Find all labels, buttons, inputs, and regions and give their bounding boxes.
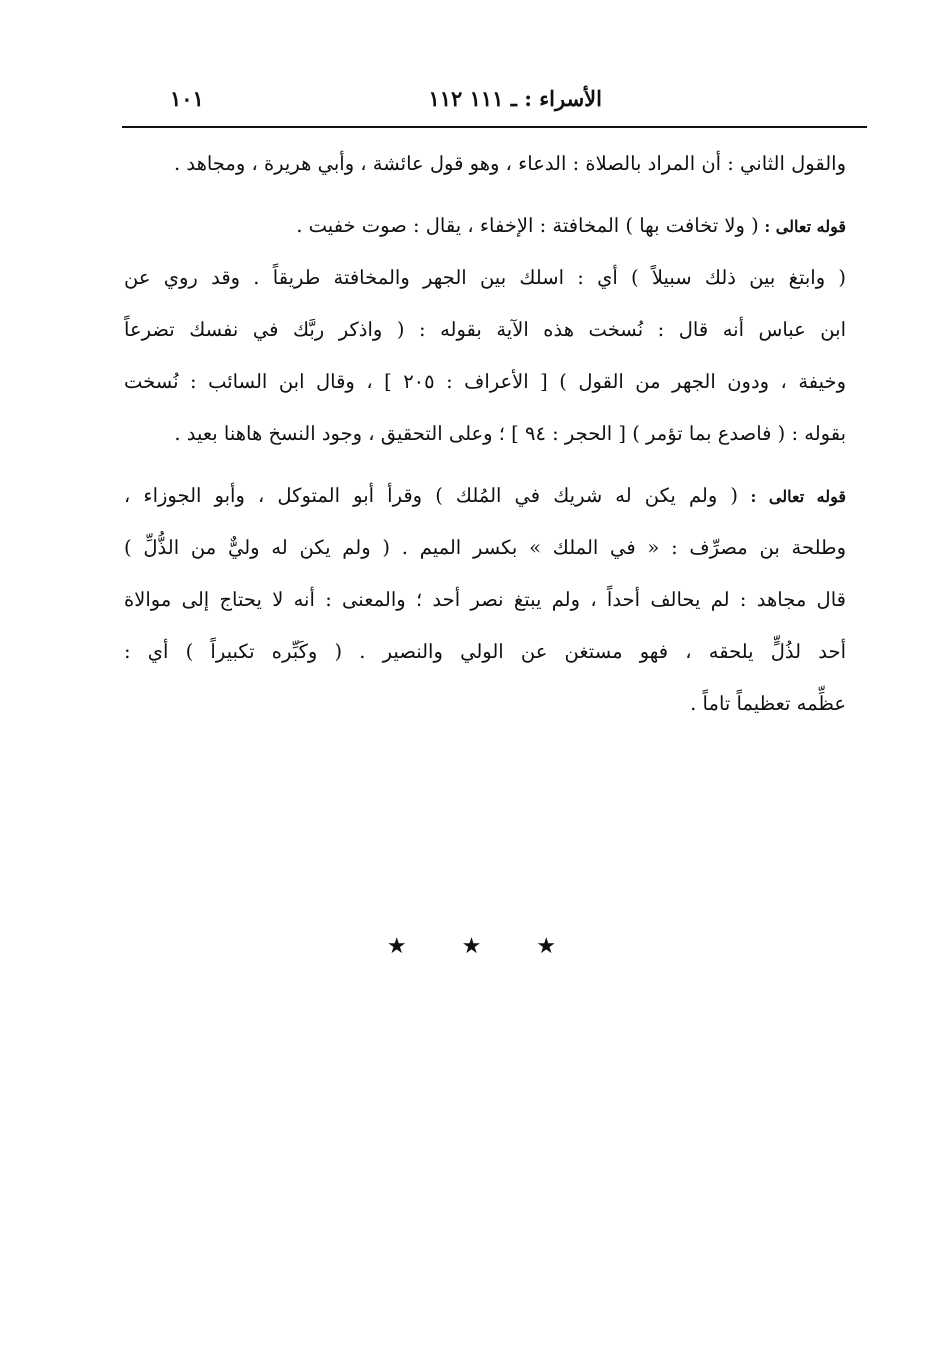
star-icon: ★ bbox=[461, 934, 482, 959]
text-line: بقوله : ( فاصدع بما تؤمر ) [ الحجر : ٩٤ ] ؛ وعلى التحقيق ، وجود النسخ هاهنا بعيد . bbox=[174, 422, 846, 445]
text-line: ( وابتغ بين ذلك سبيلاً ) أي : اسلك بين الجهر والمخافتة طريقاً . وقد روي عن bbox=[124, 266, 846, 289]
commentary-text bbox=[124, 138, 846, 730]
star-icon: ★ bbox=[536, 934, 557, 959]
section-end-stars bbox=[0, 934, 943, 959]
text-line: أحد لذُلٍّ يلحقه ، فهو مستغن عن الولي والنصير . ( وكَبِّره تكبيراً ) أي : bbox=[124, 640, 846, 663]
text-line: قوله تعالى : ( ولا تخافت بها ) المخافتة : الإخفاء ، يقال : صوت خفيت . bbox=[296, 214, 846, 237]
verse-lead: قوله تعالى : bbox=[738, 487, 846, 506]
running-title: الأسراء : ـ ١١١ ١١٢ bbox=[428, 86, 602, 111]
text-line: والقول الثاني : أن المراد بالصلاة : الدعاء ، وهو قول عائشة ، وأبي هريرة ، ومجاهد . bbox=[173, 152, 846, 175]
star-icon: ★ bbox=[386, 934, 407, 959]
text-line: قوله تعالى : ( ولم يكن له شريك في المُلك ) وقرأ أبو المتوكل ، وأبو الجوزاء ، bbox=[124, 484, 846, 507]
text-line: ابن عباس أنه قال : نُسخت هذه الآية بقوله : ( واذكر ربَّك في نفسك تضرعاً bbox=[124, 318, 846, 341]
text-line: قال مجاهد : لم يحالف أحداً ، ولم يبتغ نصر أحد ؛ والمعنى : أنه لا يحتاج إلى موالاة bbox=[124, 588, 846, 611]
header-rule bbox=[122, 126, 867, 128]
text-line: عظِّمه تعظيماً تاماً . bbox=[690, 692, 846, 715]
page-number: ١٠١ bbox=[170, 86, 204, 111]
page-header bbox=[122, 84, 867, 120]
text-line: وخيفة ، ودون الجهر من القول ) [ الأعراف : ٢٠٥ ] ، وقال ابن السائب : نُسخت bbox=[124, 370, 846, 393]
text-line: وطلحة بن مصرِّف : « في الملك » بكسر الميم . ( ولم يكن له وليٌّ من الذُّلِّ ) bbox=[124, 536, 846, 559]
verse-lead: قوله تعالى : bbox=[758, 217, 846, 236]
